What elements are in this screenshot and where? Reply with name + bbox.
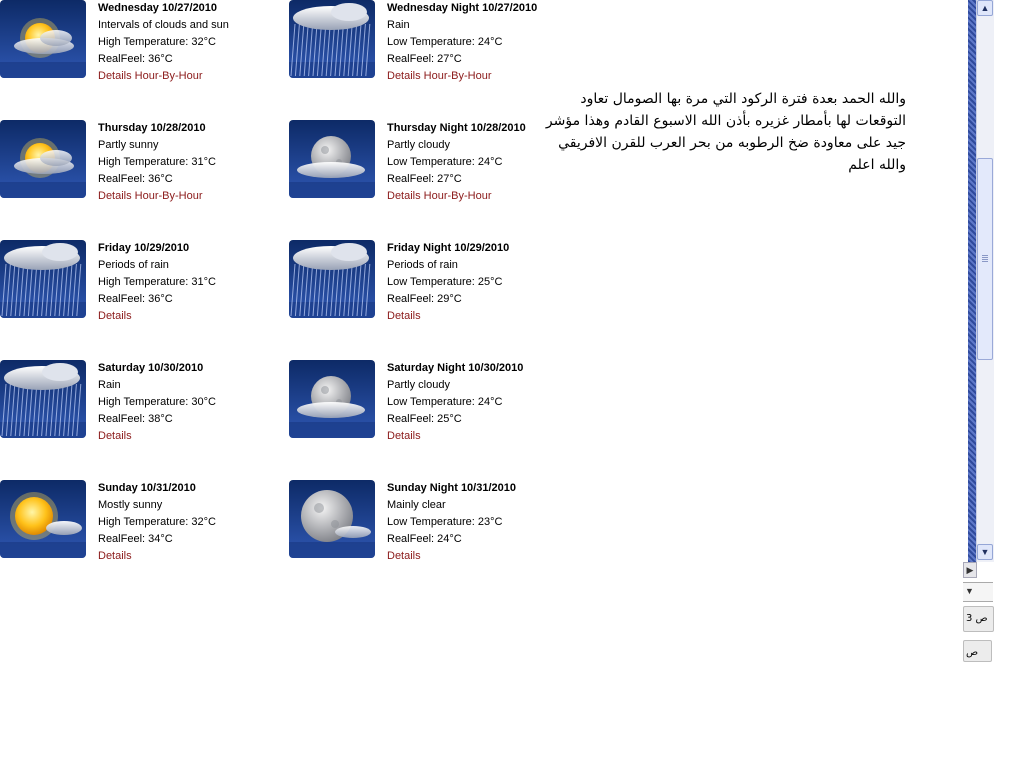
forecast-title: Wednesday Night 10/27/2010: [387, 2, 538, 14]
grip-icon: [982, 255, 988, 256]
forecast-title: Friday 10/29/2010: [98, 242, 190, 254]
scroll-down-button[interactable]: ▼: [977, 544, 993, 560]
side-button-2[interactable]: ص: [963, 640, 992, 662]
vertical-scrollbar[interactable]: [976, 0, 994, 562]
forecast-card: [0, 480, 300, 560]
forecast-title: Sunday Night 10/31/2010: [387, 482, 516, 494]
forecast-text: [387, 0, 577, 85]
forecast-card: [289, 480, 589, 560]
forecast-temperature: Low Temperature: 24°C: [387, 36, 503, 48]
dropdown[interactable]: [963, 582, 993, 602]
forecast-temperature: Low Temperature: 23°C: [387, 516, 503, 528]
details-link[interactable]: Details: [98, 550, 132, 560]
sun-cloud-icon: [0, 120, 86, 198]
forecast-text: [387, 120, 577, 205]
forecast-title: Wednesday 10/27/2010: [98, 2, 218, 14]
forecast-realfeel: RealFeel: 36°C: [98, 173, 173, 185]
forecast-title: Saturday Night 10/30/2010: [387, 362, 524, 374]
comment-line: جيد على معاودة ضخ الرطوبه من بحر العرب للقرن الافريقي: [558, 135, 906, 151]
forecast-card: [289, 120, 589, 200]
forecast-title: Saturday 10/30/2010: [98, 362, 204, 374]
details-link[interactable]: Details: [387, 430, 421, 442]
details-link[interactable]: Details: [98, 310, 132, 322]
forecast-condition: Partly cloudy: [387, 379, 450, 391]
forecast-condition: Periods of rain: [387, 259, 458, 271]
forecast-temperature: High Temperature: 32°C: [98, 516, 216, 528]
forecast-condition: Rain: [387, 19, 410, 31]
forecast-card: [0, 240, 300, 320]
details-link[interactable]: Details Hour-By-Hour: [387, 70, 492, 82]
details-link[interactable]: Details Hour-By-Hour: [98, 70, 203, 82]
forecast-card: [289, 360, 589, 440]
details-link[interactable]: Details: [387, 550, 421, 560]
forecast-temperature: Low Temperature: 24°C: [387, 156, 503, 168]
moon-cloud-icon: [289, 360, 375, 438]
scroll-right-button[interactable]: ▶: [963, 562, 977, 578]
forecast-text: [98, 0, 288, 85]
details-link[interactable]: Details: [387, 310, 421, 322]
forecast-realfeel: RealFeel: 36°C: [98, 293, 173, 305]
forecast-text: [98, 120, 288, 205]
forecast-card: [0, 0, 300, 80]
scroll-thumb[interactable]: [977, 158, 993, 360]
forecast-temperature: High Temperature: 30°C: [98, 396, 216, 408]
forecast-temperature: High Temperature: 32°C: [98, 36, 216, 48]
rain-icon: [0, 360, 86, 438]
comment-line: والله الحمد بعدة فترة الركود التي مرة بها الصومال تعاود: [580, 91, 906, 107]
scroll-up-button[interactable]: ▲: [977, 0, 993, 16]
side-button-1[interactable]: ص 3: [963, 606, 994, 632]
forecast-card: [289, 0, 589, 80]
forecast-condition: Intervals of clouds and sun: [98, 19, 229, 31]
chevron-down-icon: ▼: [965, 586, 974, 596]
forecast-text: [98, 480, 288, 560]
forecast-text: [387, 360, 577, 445]
forecast-card: [0, 360, 300, 440]
arabic-comment: [534, 88, 906, 176]
forecast-text: [387, 480, 577, 560]
frame-border: [968, 0, 976, 562]
forecast-card: [0, 120, 300, 200]
forecast-realfeel: RealFeel: 29°C: [387, 293, 462, 305]
forecast-title: Thursday 10/28/2010: [98, 122, 206, 134]
comment-line: التوقعات لها بأمطار غزيره بأذن الله الاسبوع القادم وهذا مؤشر: [545, 113, 906, 129]
forecast-temperature: Low Temperature: 24°C: [387, 396, 503, 408]
forecast-title: Friday Night 10/29/2010: [387, 242, 510, 254]
forecast-condition: Rain: [98, 379, 121, 391]
forecast-condition: Periods of rain: [98, 259, 169, 271]
rain-icon: [289, 0, 375, 78]
forecast-realfeel: RealFeel: 36°C: [98, 53, 173, 65]
forecast-text: [98, 360, 288, 445]
forecast-title: Sunday 10/31/2010: [98, 482, 196, 494]
forecast-condition: Mostly sunny: [98, 499, 163, 511]
forecast-temperature: Low Temperature: 25°C: [387, 276, 503, 288]
forecast-condition: Partly sunny: [98, 139, 159, 151]
forecast-condition: Mainly clear: [387, 499, 446, 511]
details-link[interactable]: Details: [98, 430, 132, 442]
comment-line: والله اعلم: [848, 157, 906, 173]
forecast-temperature: High Temperature: 31°C: [98, 156, 216, 168]
details-link[interactable]: Details Hour-By-Hour: [387, 190, 492, 202]
forecast-realfeel: RealFeel: 34°C: [98, 533, 173, 545]
forecast-condition: Partly cloudy: [387, 139, 450, 151]
forecast-temperature: High Temperature: 31°C: [98, 276, 216, 288]
sun-cloud-icon: [0, 0, 86, 78]
rain-icon: [0, 240, 86, 318]
forecast-text: [98, 240, 288, 325]
rain-icon: [289, 240, 375, 318]
forecast-realfeel: RealFeel: 25°C: [387, 413, 462, 425]
moon-small-cloud-icon: [289, 480, 375, 558]
details-link[interactable]: Details Hour-By-Hour: [98, 190, 203, 202]
forecast-card: [289, 240, 589, 320]
forecast-text: [387, 240, 577, 325]
forecast-title: Thursday Night 10/28/2010: [387, 122, 526, 134]
forecast-realfeel: RealFeel: 27°C: [387, 173, 462, 185]
forecast-realfeel: RealFeel: 27°C: [387, 53, 462, 65]
forecast-realfeel: RealFeel: 24°C: [387, 533, 462, 545]
forecast-realfeel: RealFeel: 38°C: [98, 413, 173, 425]
moon-cloud-icon: [289, 120, 375, 198]
sun-small-cloud-icon: [0, 480, 86, 558]
